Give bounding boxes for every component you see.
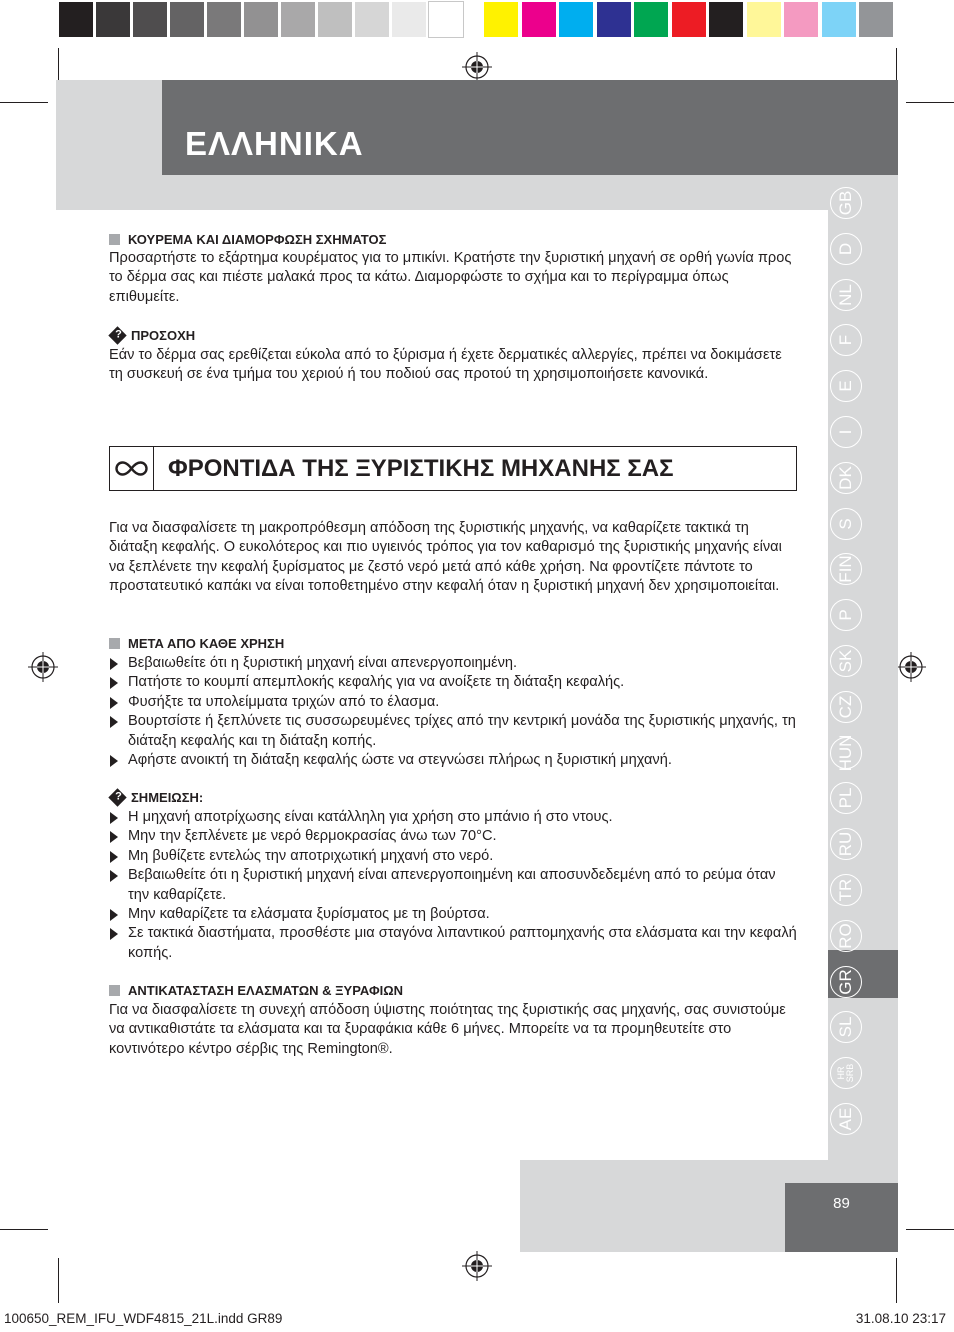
trimming-text: Προσαρτήστε το εξάρτημα κουρέματος για το μπικίνι. Κρατήστε την ξυριστική μηχανή σε ορθή γωνία προς το δέρμα σας και πιέστε μαλακά προς τα κάτω. Διαμορφώστε το σχήμα και το περίγραμμα όπως επιθυμείτε. xyxy=(109,250,792,305)
care-title: ΦΡΟΝΤΙΔΑ ΤΗΣ ΞΥΡΙΣΤΙΚΗΣ ΜΗΧΑΝΗΣ ΣΑΣ xyxy=(168,455,674,482)
crop-mark xyxy=(0,102,48,103)
language-tab-label: DK xyxy=(836,465,855,490)
after-use-item: Βεβαιωθείτε ότι η ξυριστική μηχανή είναι απενεργοποιημένη. xyxy=(109,654,799,673)
color-swatch xyxy=(709,2,743,37)
page-number: 89 xyxy=(833,1195,850,1212)
footer-file-info: 100650_REM_IFU_WDF4815_21L.indd GR89 xyxy=(4,1311,283,1326)
language-tab-tr[interactable] xyxy=(830,874,862,906)
section-heading-text: ΑΝΤΙΚΑΤΑΣΤΑΣΗ ΕΛΑΣΜΑΤΩΝ & ΞΥΡΑΦΙΩΝ xyxy=(128,983,404,998)
section-heading-text: ΚΟΥΡΕΜΑ ΚΑΙ ΔΙΑΜΟΡΦΩΣΗ ΣΧΗΜΑΤΟΣ xyxy=(128,232,387,247)
infinity-icon xyxy=(109,446,154,491)
after-use-heading xyxy=(109,636,284,651)
language-tab-gr[interactable] xyxy=(830,966,862,998)
crop-mark xyxy=(0,1229,48,1230)
color-swatch xyxy=(822,2,856,37)
color-swatch xyxy=(281,2,315,37)
warning-icon: ? xyxy=(108,326,126,344)
crop-mark xyxy=(906,1229,954,1230)
section-heading-text: ΣΗΜΕΙΩΣΗ: xyxy=(131,790,204,805)
language-tab-e[interactable] xyxy=(830,370,862,402)
color-swatch xyxy=(170,2,204,37)
language-tab-label: S xyxy=(836,517,855,530)
square-bullet-icon xyxy=(109,985,120,996)
color-swatch xyxy=(559,2,593,37)
replacement-heading xyxy=(109,983,403,998)
note-item: Μην καθαρίζετε τα ελάσματα ξυρίσματος με τη βούρτσα. xyxy=(109,905,799,924)
note-item: Μην την ξεπλένετε με νερό θερμοκρασίας άνω των 70°C. xyxy=(109,827,799,846)
care-text: Για να διασφαλίσετε τη μακροπρόθεσμη απόδοση της ξυριστικής μηχανής, να καθαρίζετε τακτικά τη διάταξη κεφαλής. Ο ευκολότερος και πιο υγιεινός τρόπος για τον καθαρισμό της ξυριστικής μηχανής είναι να ξεπλένετε την κεφαλή ξυρίσματος με ζεστό νερό μετά από κάθε χρήση. Να φροντίζετε πάντοτε το προστατευτικό καπάκι να είναι τοποθετημένο στην κεφαλή όταν η ξυριστική μηχανή δεν χρησιμοποιείται. xyxy=(109,520,782,595)
registration-mark-icon xyxy=(462,1251,492,1281)
replacement-text: Για να διασφαλίσετε τη συνεχή απόδοση ύψιστης ποιότητας της ξυριστικής σας μηχανής, σας συνιστούμε να αντικαθιστάτε τα ελάσματα και τα ξυραφάκια κάθε 6 μήνες. Μπορείτε να τα προμηθευτείτε στο κοντινότερο κέντρο σέρβις της Remington®. xyxy=(109,1002,786,1057)
color-swatch xyxy=(597,2,631,37)
language-tab-label: SK xyxy=(836,649,855,673)
language-tab-label: TR xyxy=(836,878,855,902)
language-tab-hr-srb[interactable] xyxy=(830,1057,862,1089)
infinity-icon-box xyxy=(109,446,154,491)
language-tab-i[interactable] xyxy=(830,416,862,448)
language-tab-ru[interactable] xyxy=(830,828,862,860)
language-tab-label: CZ xyxy=(836,695,855,719)
language-tab-label: GR xyxy=(836,968,855,995)
crop-mark xyxy=(58,1258,59,1303)
language-tab-label: GB xyxy=(836,190,855,216)
registration-mark-icon xyxy=(462,52,492,82)
crop-mark xyxy=(896,1258,897,1303)
square-bullet-icon xyxy=(109,638,120,649)
language-tab-d[interactable] xyxy=(830,233,862,265)
note-item: Μη βυθίζετε εντελώς την αποτριχωτική μηχανή στο νερό. xyxy=(109,847,799,866)
color-swatch xyxy=(634,2,668,37)
color-swatch xyxy=(522,2,556,37)
language-tab-dk[interactable] xyxy=(830,462,862,494)
color-swatch xyxy=(207,2,241,37)
color-swatch xyxy=(318,2,352,37)
language-tab-ae[interactable] xyxy=(830,1103,862,1135)
language-tab-label: AE xyxy=(836,1107,855,1131)
warning-icon: ? xyxy=(108,788,126,806)
after-use-item: Φυσήξτε τα υπολείμματα τριχών από το έλασμα. xyxy=(109,693,799,712)
language-tab-label: RO xyxy=(836,923,855,949)
language-tab-s[interactable] xyxy=(830,508,862,540)
color-swatch xyxy=(859,2,893,37)
caution-text: Εάν το δέρμα σας ερεθίζεται εύκολα από το ξύρισμα ή έχετε δερματικές αλλεργίες, πρέπει να δοκιμάσετε τη συσκευή σε ένα τμήμα του χεριού ή του ποδιού σας προτού τη χρησιμοποιήσετε κανονικά. xyxy=(109,347,782,383)
crop-mark xyxy=(906,102,954,103)
color-swatch xyxy=(747,2,781,37)
color-swatch xyxy=(484,2,518,37)
color-swatch xyxy=(784,2,818,37)
color-swatch xyxy=(96,2,130,37)
color-swatch xyxy=(392,2,426,37)
language-tab-label: HUN xyxy=(836,734,855,772)
color-swatch xyxy=(672,2,706,37)
language-tab-label: D xyxy=(836,242,855,255)
color-swatch xyxy=(133,2,167,37)
after-use-list xyxy=(109,654,799,770)
language-tab-sk[interactable] xyxy=(830,645,862,677)
language-tab-cz[interactable] xyxy=(830,691,862,723)
language-tab-label: P xyxy=(836,609,855,621)
language-tab-ro[interactable] xyxy=(830,920,862,952)
after-use-item: Βουρτσίστε ή ξεπλύνετε τις συσσωρευμένες τρίχες από την κεντρική μονάδα της ξυριστικής μηχανής, τη διάταξη κεφαλής και τη διάταξη κοπής. xyxy=(109,712,799,751)
language-tab-label: FIN xyxy=(836,555,855,584)
language-tab-label: I xyxy=(836,429,855,435)
color-swatch xyxy=(355,2,389,37)
color-swatch xyxy=(244,2,278,37)
note-item: Σε τακτικά διαστήματα, προσθέστε μια σταγόνα λιπαντικού ραπτομηχανής στα ελάσματα και την κεφαλή κοπής. xyxy=(109,924,799,963)
language-tab-label: RU xyxy=(836,831,855,857)
language-tab-label: E xyxy=(836,380,855,392)
language-tab-label: HR SRB xyxy=(836,1063,855,1083)
language-tab-label: SL xyxy=(836,1016,855,1038)
square-bullet-icon xyxy=(109,234,120,245)
section-heading-text: ΜΕΤΑ ΑΠΟ ΚΑΘΕ ΧΡΗΣΗ xyxy=(128,636,285,651)
language-tab-nl[interactable] xyxy=(830,279,862,311)
after-use-item: Αφήστε ανοικτή τη διάταξη κεφαλής ώστε να στεγνώσει πλήρως η ξυριστική μηχανή. xyxy=(109,751,799,770)
language-tab-p[interactable] xyxy=(830,599,862,631)
language-tab-label: PL xyxy=(836,787,855,809)
color-swatch xyxy=(59,2,93,37)
registration-mark-icon xyxy=(28,652,58,682)
caution-heading xyxy=(109,328,195,343)
language-tab-label: NL xyxy=(836,283,855,306)
trimming-heading xyxy=(109,232,386,247)
after-use-item: Πατήστε το κουμπί απεμπλοκής κεφαλής για να ανοίξετε τη διάταξη κεφαλής. xyxy=(109,673,799,692)
note-list xyxy=(109,808,799,963)
note-heading xyxy=(109,790,203,805)
registration-mark-icon xyxy=(896,652,926,682)
page-number-box xyxy=(785,1183,898,1252)
note-item: Βεβαιωθείτε ότι η ξυριστική μηχανή είναι απενεργοποιημένη και αποσυνδεδεμένη από το ρεύμα όταν την καθαρίζετε. xyxy=(109,866,799,905)
page-title: ΕΛΛΗΝΙΚΑ xyxy=(185,125,364,162)
footer-date: 31.08.10 23:17 xyxy=(855,1311,946,1326)
note-item: Η μηχανή αποτρίχωσης είναι κατάλληλη για χρήση στο μπάνιο ή στο ντους. xyxy=(109,808,799,827)
language-tab-label: F xyxy=(836,335,855,346)
section-heading-text: ΠΡΟΣΟΧΗ xyxy=(131,328,196,343)
color-swatch xyxy=(429,2,463,37)
language-tab-hun[interactable] xyxy=(830,734,862,772)
language-tab-gb[interactable] xyxy=(830,187,862,219)
